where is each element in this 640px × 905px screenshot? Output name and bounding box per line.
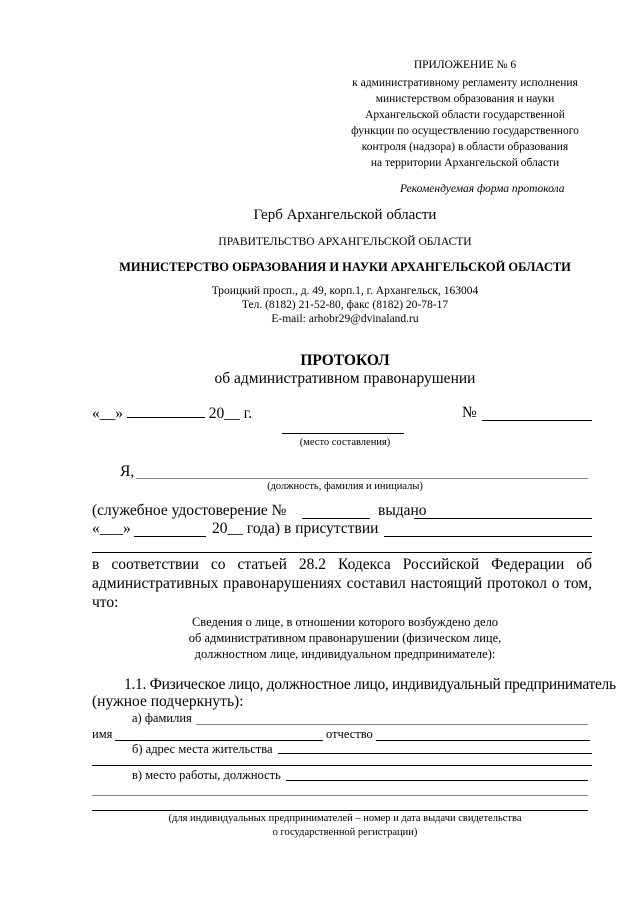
footer-hint: о государственной регистрации) — [272, 827, 418, 838]
date2-open: «___» — [92, 520, 131, 537]
number-sign: № — [462, 404, 477, 421]
place-hint: (место составления) — [299, 437, 391, 448]
address-label: б) адрес места жительства — [132, 742, 273, 756]
i-label: Я, — [120, 463, 135, 480]
surname-blank[interactable] — [196, 724, 588, 725]
recommended-form-note: Рекомендуемая форма протокола — [400, 183, 565, 195]
id-issued-label: выдано — [378, 502, 427, 519]
government-name: ПРАВИТЕЛЬСТВО АРХАНГЕЛЬСКОЙ ОБЛАСТИ — [218, 236, 472, 248]
work-label: в) место работы, должность — [132, 768, 281, 782]
coat-of-arms-caption: Герб Архангельской области — [253, 207, 437, 223]
name-blank[interactable] — [115, 740, 323, 741]
work-blank[interactable] — [286, 780, 588, 781]
work-blank-2[interactable] — [92, 795, 588, 796]
appendix-title: ПРИЛОЖЕНИЕ № 6 — [413, 59, 517, 71]
id-issued-blank[interactable] — [414, 518, 592, 519]
entrepreneur-blank[interactable] — [92, 810, 588, 811]
address-blank-2[interactable] — [92, 765, 592, 766]
name-label: имя — [92, 727, 113, 741]
ministry-phone: Тел. (8182) 21-52-80, факс (8182) 20-78-17 — [241, 299, 449, 311]
presence-blank-2[interactable] — [92, 552, 592, 553]
ministry-address: Троицкий просп., д. 49, корп.1, г. Архангельск, 163004 — [211, 285, 479, 297]
id-number-blank[interactable] — [302, 518, 370, 519]
id-certificate-label: (служебное удостоверение № — [92, 502, 287, 519]
appendix-line: функции по осуществлению государственного — [351, 125, 579, 137]
date-field[interactable] — [92, 404, 252, 423]
info-line: об административном правонарушении (физическом лице, — [188, 631, 502, 645]
number-blank[interactable] — [482, 420, 592, 421]
date-day: «__» — [92, 405, 123, 422]
presence-blank[interactable] — [384, 536, 592, 537]
appendix-line: к административному регламенту исполнения — [352, 77, 578, 89]
date2-month-blank[interactable] — [134, 536, 206, 537]
date-year: 20__ г. — [208, 405, 253, 422]
address-blank[interactable] — [278, 753, 592, 754]
appendix-line: контроля (надзора) в области образования — [361, 141, 569, 153]
protocol-subtitle: об административном правонарушении — [214, 370, 476, 387]
footer-hint: (для индивидуальных предпринимателей – номер и дата выдачи свидетельства — [168, 813, 522, 824]
patronymic-label: отчество — [326, 727, 373, 741]
surname-label: а) фамилия — [132, 711, 192, 725]
info-line: Сведения о лице, в отношении которого возбуждено дело — [191, 615, 499, 629]
body-text: в соответствии со статьей 28.2 Кодекса Российской Федерации об административных правонарушениях составил настоящий протокол о том, что: — [92, 556, 592, 611]
patronymic-blank[interactable] — [376, 740, 590, 741]
appendix-line: министерством образования и науки — [375, 93, 555, 105]
ministry-email: E-mail: arhobr29@dvinaland.ru — [271, 313, 419, 325]
date2-year-presence: 20__ года) в присутствии — [212, 520, 379, 537]
info-line: должностном лице, индивидуальном предпринимателе): — [194, 647, 496, 661]
section-1-1-note: (нужное подчеркнуть): — [92, 693, 244, 710]
position-blank[interactable] — [136, 478, 588, 479]
appendix-line: на территории Архангельской области — [370, 157, 560, 169]
section-1-1-title: 1.1. Физическое лицо, должностное лицо, индивидуальный предприниматель — [124, 676, 616, 693]
protocol-title: ПРОТОКОЛ — [300, 352, 390, 369]
date-month-blank[interactable] — [127, 404, 205, 418]
appendix-line: Архангельской области государственной — [365, 109, 565, 121]
ministry-name: МИНИСТЕРСТВО ОБРАЗОВАНИЯ И НАУКИ АРХАНГЕЛЬСКОЙ ОБЛАСТИ — [119, 260, 571, 274]
place-blank[interactable] — [282, 433, 404, 434]
position-hint: (должность, фамилия и инициалы) — [267, 481, 423, 492]
